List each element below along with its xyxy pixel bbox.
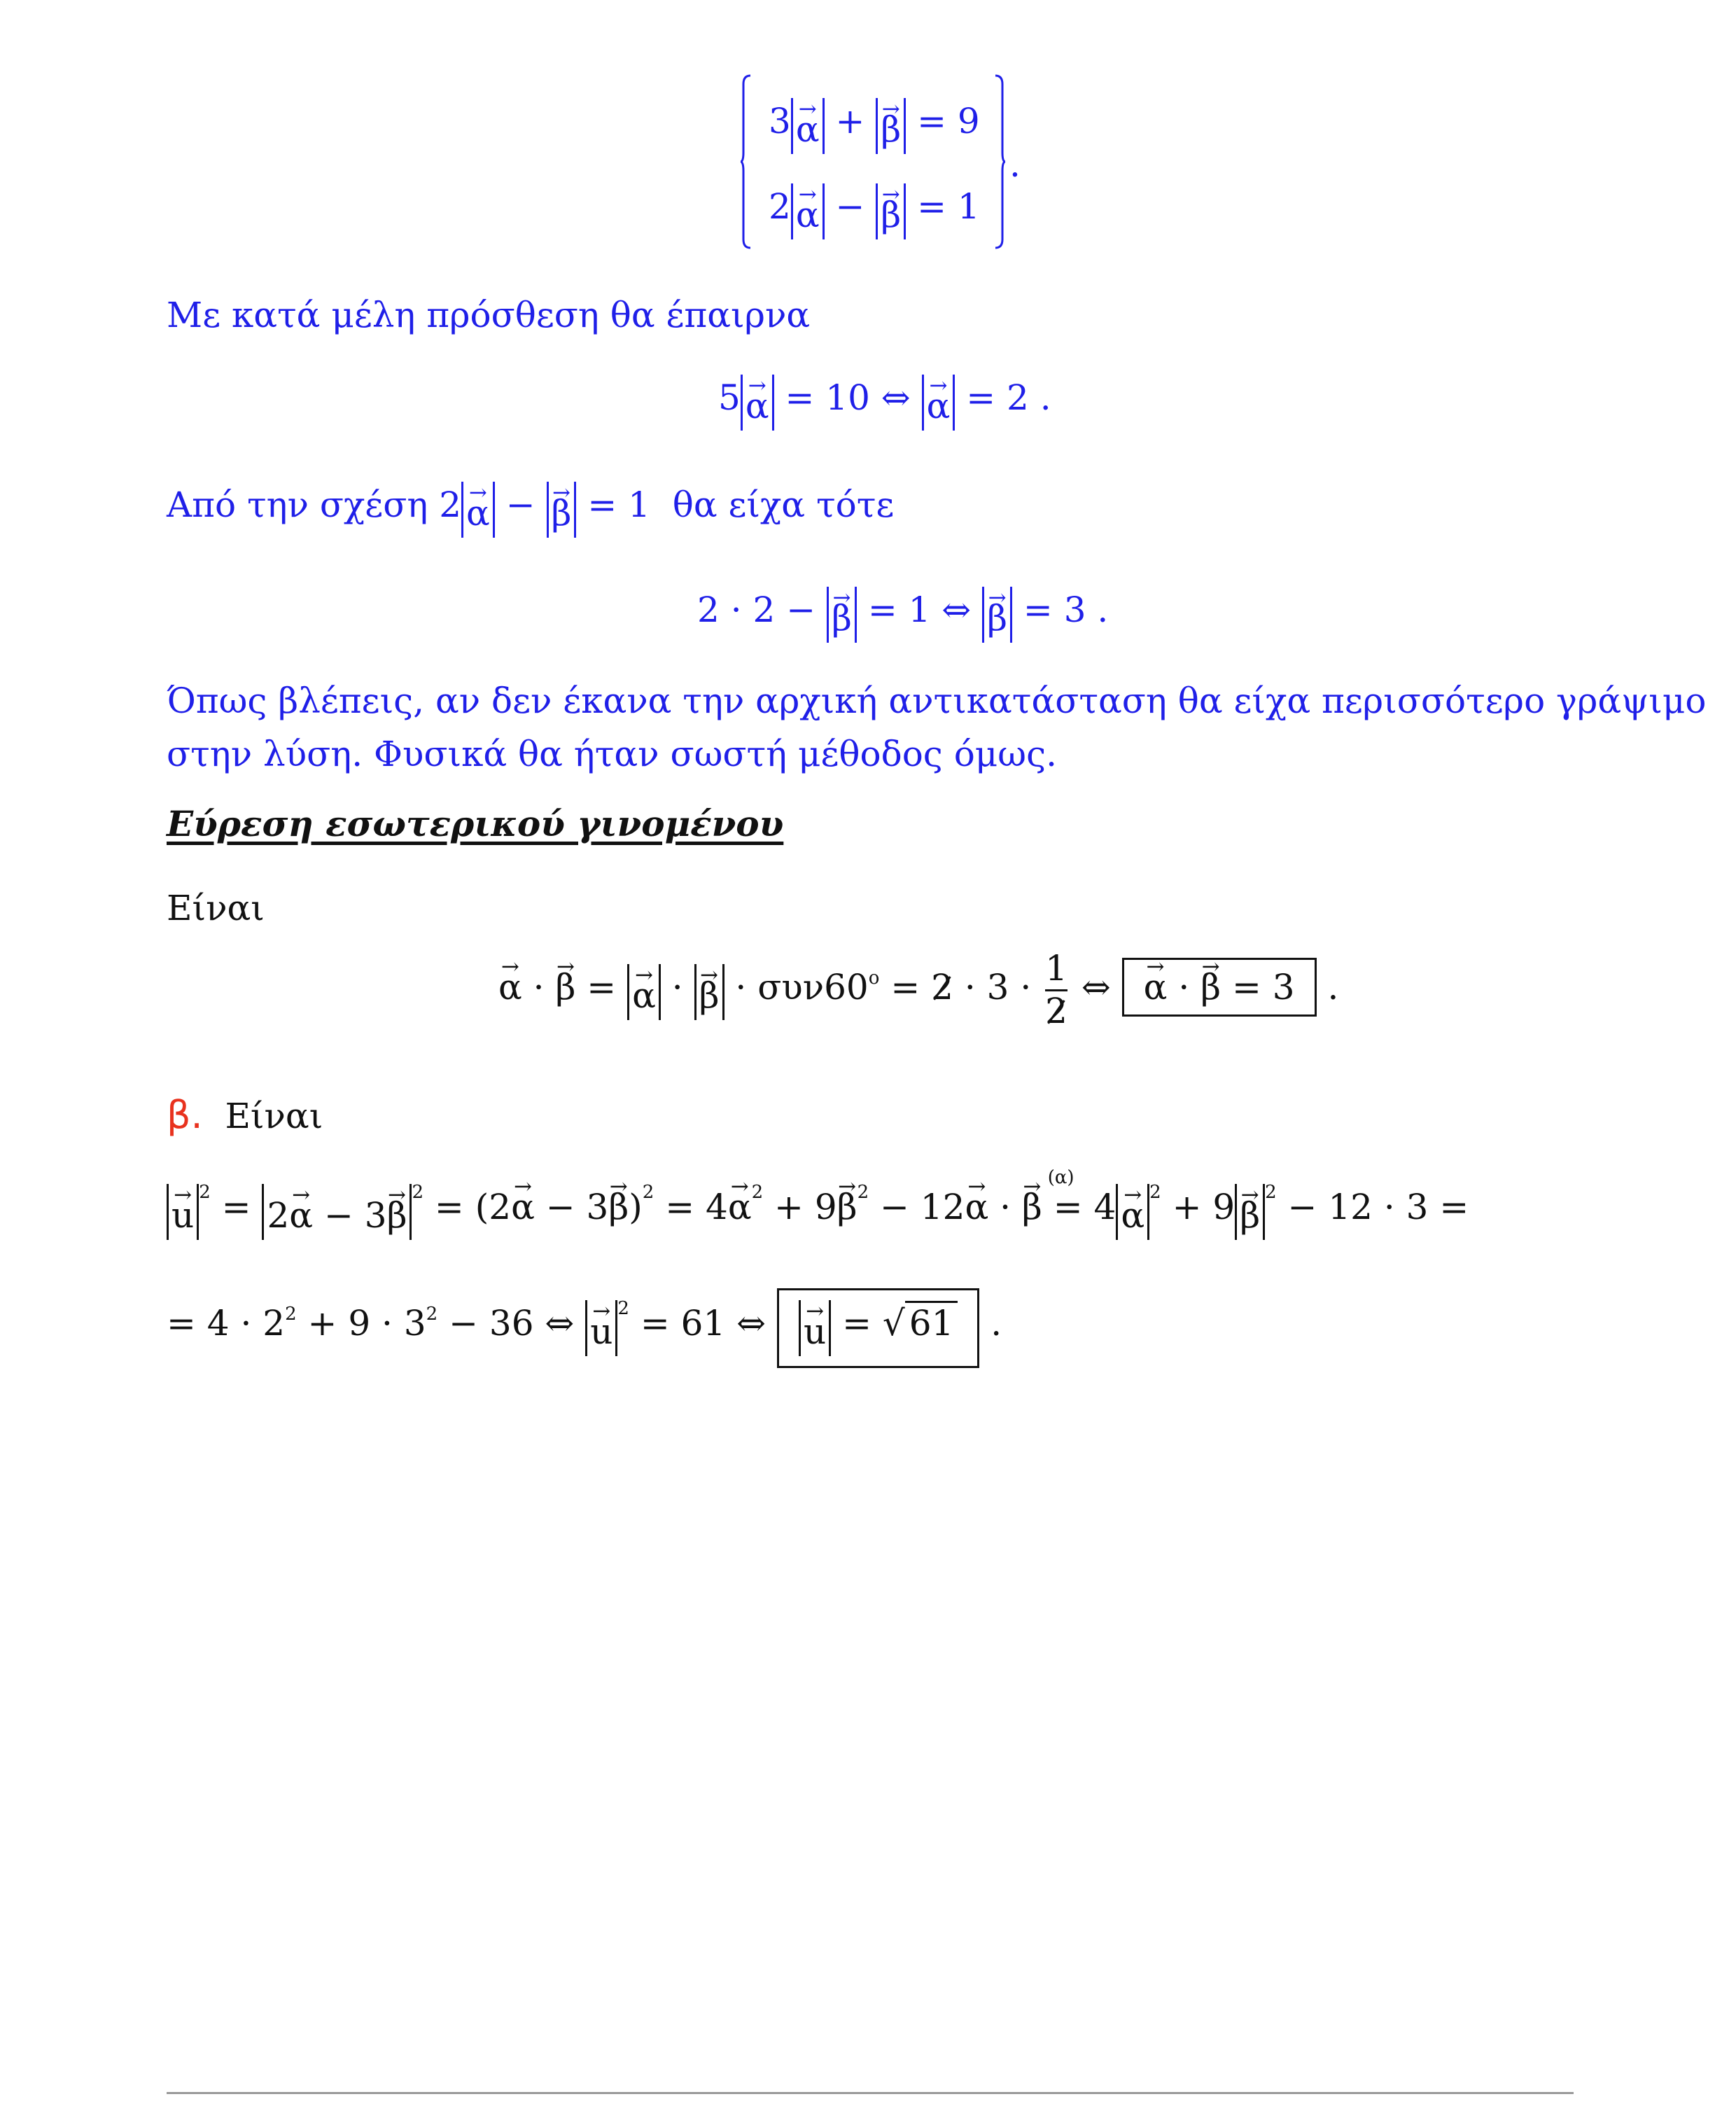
- vector-beta: → β: [699, 978, 720, 1013]
- system-eq1: [769, 98, 980, 154]
- equation-system: [728, 70, 1036, 252]
- result-box: [777, 1288, 979, 1368]
- vector-beta: → β: [552, 496, 572, 531]
- lhs: = 4 · 2: [167, 1303, 286, 1344]
- degree: ο: [868, 968, 880, 989]
- vector-alpha: → α: [289, 1198, 313, 1233]
- term: − 12 · 3 =: [1287, 1187, 1469, 1227]
- vector-beta: → β: [881, 197, 901, 232]
- vector-alpha: → α: [746, 389, 769, 424]
- coef: 2: [267, 1195, 290, 1236]
- vector-alpha: → α: [1121, 1198, 1144, 1233]
- dot: ·: [1178, 967, 1190, 1007]
- equation-beta: [697, 587, 1108, 643]
- vector-beta: → β: [1200, 970, 1221, 1005]
- radicand: 61: [905, 1301, 958, 1344]
- vector-beta: → β: [555, 970, 575, 1005]
- vector-u: → u: [590, 1314, 612, 1349]
- exponent: 2: [751, 1182, 764, 1203]
- section-heading: Εύρεση εσωτερικού γινομένου: [167, 803, 784, 844]
- rhs: = 3 .: [1023, 590, 1109, 630]
- vector-beta: → β: [1240, 1198, 1260, 1233]
- equals: =: [221, 1187, 251, 1227]
- equals: =: [1053, 1187, 1083, 1227]
- lhs: 2 · 2 −: [697, 590, 816, 630]
- exponent: 2: [412, 1182, 424, 1203]
- term: − 36 ⇔: [449, 1303, 575, 1344]
- coef: 2: [769, 186, 791, 227]
- paragraph-relation: [167, 482, 894, 538]
- vector-alpha: → α: [796, 112, 820, 147]
- vector-alpha: → α: [466, 496, 490, 531]
- coef: 2: [439, 484, 462, 525]
- vector-alpha: → α: [498, 970, 522, 1005]
- equation-u-norm-line1: → $u^2 = 2\to \alpha - 3\to \beta^2 = (2\to \alpha - 3\to \beta)^2 = 4\to \alpha^2 + 9\to \beta^2 - 12\to \alpha$ · → β (α) = $4\to \alpha^2 + 9\to \beta^2 - 12 \cdot 3$ =: [167, 1183, 1469, 1240]
- left-brace: [741, 74, 752, 249]
- text-einai: Είναι: [167, 888, 265, 928]
- exponent: 2: [1149, 1182, 1161, 1203]
- operator: −: [505, 484, 536, 525]
- term: = 4: [665, 1187, 728, 1227]
- vector-u: → u: [804, 1314, 826, 1349]
- exponent: 2: [285, 1304, 297, 1325]
- vector-beta: → β: [1022, 1190, 1042, 1225]
- text: θα είχα τότε: [672, 484, 895, 525]
- sqrt: √ 61: [883, 1301, 958, 1344]
- term: + 9: [1172, 1187, 1236, 1227]
- system-eq2: [769, 183, 980, 239]
- footer-rule: [167, 2092, 1574, 2094]
- exponent: 2: [617, 1298, 629, 1319]
- vector-u: → u: [172, 1198, 194, 1233]
- dot: ·: [533, 967, 545, 1007]
- operator: +: [835, 101, 865, 141]
- equals: =: [587, 967, 617, 1007]
- term: + 9 · 3: [307, 1303, 426, 1344]
- part-b: [167, 1093, 323, 1137]
- coef: 5: [718, 377, 741, 418]
- reference: (α): [1047, 1167, 1074, 1188]
- cancelled-denominator: 2: [1045, 990, 1068, 1031]
- result-box: [1122, 958, 1317, 1017]
- rhs: = 9: [917, 101, 980, 141]
- exponent: 2: [642, 1182, 654, 1203]
- vector-alpha: → α: [927, 389, 951, 424]
- equation-dot-product: [498, 949, 1338, 1031]
- equals: =: [434, 1187, 464, 1227]
- coef: 2: [489, 1187, 512, 1227]
- vector-beta: → β: [608, 1190, 629, 1225]
- times-three: · 3 ·: [964, 967, 1032, 1007]
- term: 4: [1093, 1187, 1116, 1227]
- vector-beta: → β: [387, 1198, 407, 1233]
- vector-alpha: → α: [1144, 970, 1168, 1005]
- vector-alpha: → α: [796, 197, 820, 232]
- coef: 3: [769, 101, 791, 141]
- vector-beta: → β: [837, 1190, 858, 1225]
- period: .: [1009, 144, 1021, 185]
- iff: ⇔: [1081, 967, 1111, 1007]
- operator: −: [835, 186, 865, 227]
- part-label: β.: [167, 1093, 203, 1137]
- vector-alpha: → α: [728, 1190, 752, 1225]
- rhs: = 1: [587, 484, 650, 525]
- cancelled-two: 2: [931, 967, 953, 1007]
- term: − 12: [880, 1187, 965, 1227]
- dot: ·: [671, 967, 683, 1007]
- exponent: 2: [1265, 1182, 1277, 1203]
- fraction-half: [1045, 949, 1068, 1031]
- exponent: 2: [426, 1304, 438, 1325]
- vector-alpha: → α: [511, 1190, 535, 1225]
- period: .: [990, 1303, 1002, 1344]
- rhs: = 1: [917, 186, 980, 227]
- minus-three: − 3: [545, 1187, 609, 1227]
- rhs: = 2 .: [966, 377, 1051, 418]
- text: Από την σχέση: [167, 484, 428, 525]
- text-einai: Είναι: [225, 1096, 323, 1136]
- minus-three: − 3: [323, 1195, 387, 1236]
- vector-alpha: → α: [632, 978, 656, 1013]
- exponent: 2: [199, 1182, 211, 1203]
- right-brace: [994, 74, 1005, 249]
- equals: =: [842, 1303, 872, 1344]
- dot: ·: [1000, 1187, 1011, 1227]
- vector-alpha: → α: [965, 1190, 988, 1225]
- equals: =: [890, 967, 920, 1007]
- exponent: 2: [857, 1182, 869, 1203]
- equation-middle: = 10 ⇔: [785, 377, 911, 418]
- cosine: · συν60: [735, 967, 869, 1007]
- result: = 3: [1231, 967, 1295, 1007]
- equation-alpha: [718, 375, 1051, 431]
- vector-beta: → β: [987, 601, 1007, 636]
- numerator: 1: [1045, 948, 1068, 989]
- period: .: [1327, 967, 1339, 1007]
- vector-beta: → β: [832, 601, 852, 636]
- term: + 9: [774, 1187, 837, 1227]
- paragraph-remark-line2: στην λύση. Φυσικά θα ήταν σωστή μέθοδος όμως.: [167, 734, 1057, 774]
- equation-u-norm-line2: [167, 1288, 1002, 1368]
- rhs: = 61 ⇔: [640, 1303, 766, 1344]
- paragraph-remark-line1: Όπως βλέπεις, αν δεν έκανα την αρχική αντικατάσταση θα είχα περισσότερο γράψιμο: [167, 681, 1707, 721]
- equation-middle: = 1 ⇔: [867, 590, 972, 630]
- equals-ref: [1047, 1167, 1083, 1227]
- paragraph-addition: Με κατά μέλη πρόσθεση θα έπαιρνα: [167, 295, 811, 335]
- vector-beta: → β: [881, 112, 901, 147]
